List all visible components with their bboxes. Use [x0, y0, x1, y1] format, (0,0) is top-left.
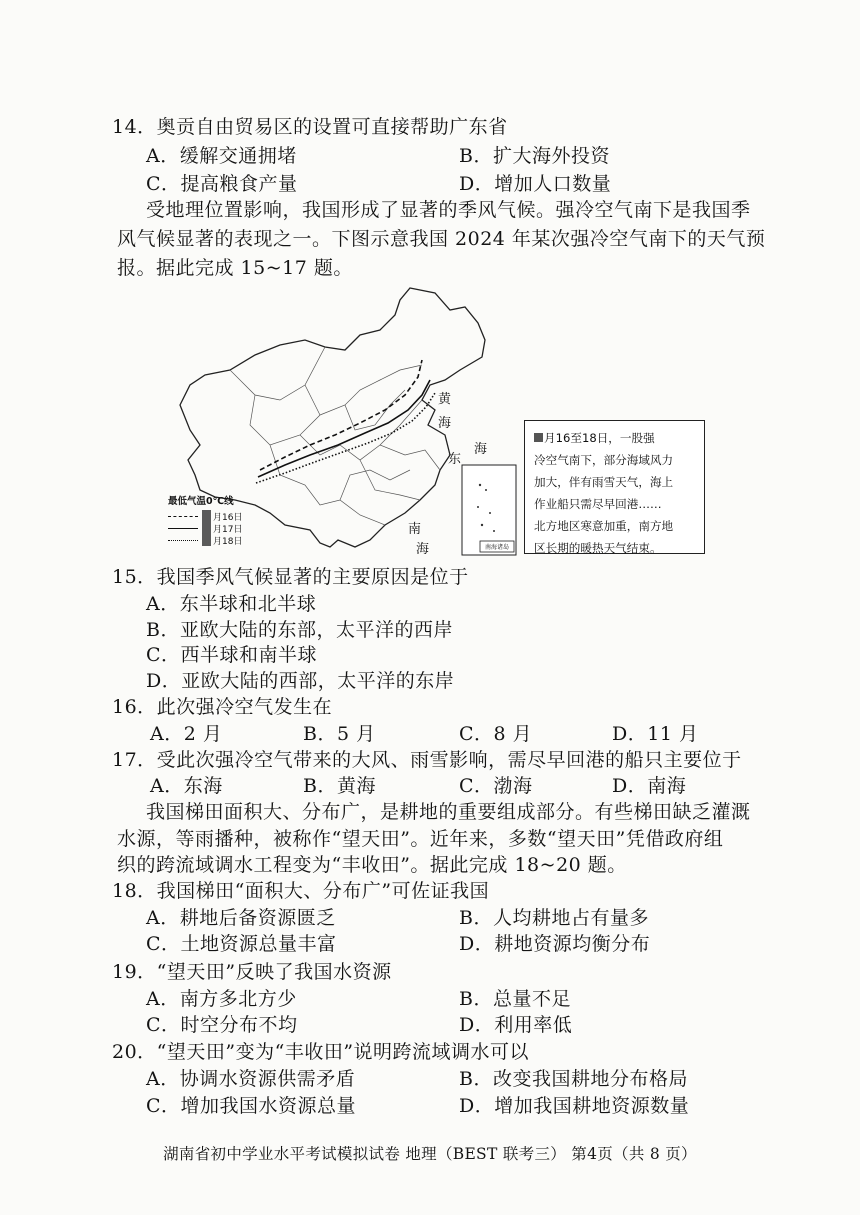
q19-option-c: C．时空分布不均	[146, 1014, 298, 1036]
legend-swatch	[202, 534, 211, 546]
q17-option-d: D．南海	[612, 775, 687, 797]
intro1-line3: 报。据此完成 15~17 题。	[117, 257, 353, 279]
q17-option-c: C．渤海	[459, 775, 533, 797]
province-borders	[230, 347, 440, 525]
label-hai-south: 海	[416, 542, 430, 557]
legend-label-17: 月17日	[213, 524, 243, 535]
q19-option-d: D．利用率低	[459, 1014, 573, 1036]
q17-option-b: B．黄海	[303, 775, 376, 797]
forecast-note-box	[524, 420, 705, 554]
legend-line-dotted	[168, 540, 198, 541]
q18-option-c: C．土地资源总量丰富	[146, 933, 337, 955]
note-square-mark	[534, 433, 543, 442]
forecast-note-text: 月16至18日，一股强 冷空气南下，部分海域风力 加大，伴有雨雪天气，海上 作业船只需尽早回港…… 北方地区寒意加重，南方地 区长期的暖热天气结束。	[534, 431, 674, 555]
q15-stem: 15．我国季风气候显著的主要原因是位于	[112, 566, 469, 588]
q19-stem: 19．“望天田”反映了我国水资源	[112, 961, 392, 983]
q20-option-c: C．增加我国水资源总量	[146, 1095, 357, 1117]
legend-row-16	[168, 510, 248, 522]
q14-option-b: B．扩大海外投资	[459, 145, 610, 167]
legend-row-17	[168, 522, 248, 534]
intro2-line1: 我国梯田面积大、分布广，是耕地的重要组成部分。有些梯田缺乏灌溉	[146, 801, 751, 823]
q20-option-a: A．协调水资源供需矛盾	[146, 1068, 356, 1090]
q16-option-d: D．11 月	[612, 723, 699, 745]
q19-option-b: B．总量不足	[459, 988, 571, 1010]
q14-stem: 14．奥贡自由贸易区的设置可直接帮助广东省	[112, 116, 508, 138]
q14-option-c: C．提高粮食产量	[146, 173, 298, 195]
q20-option-b: B．改变我国耕地分布格局	[459, 1068, 688, 1090]
legend-swatch	[202, 522, 211, 534]
label-nan: 南	[408, 522, 422, 537]
isotherm-day17	[258, 380, 430, 477]
label-huang: 黄	[438, 392, 452, 407]
legend-title: 最低气温0℃线	[168, 496, 234, 507]
q18-stem: 18．我国梯田“面积大、分布广”可佐证我国	[112, 880, 490, 902]
legend-swatch	[202, 510, 211, 522]
intro1-line2: 风气候显著的表现之一。下图示意我国 2024 年某次强冷空气南下的天气预	[117, 228, 766, 250]
legend-label-18: 月18日	[213, 536, 243, 547]
q18-option-b: B．人均耕地占有量多	[459, 907, 649, 929]
page-footer: 湖南省初中学业水平考试模拟试卷 地理（BEST 联考三） 第4页（共 8 页）	[163, 1145, 697, 1163]
q20-stem: 20．“望天田”变为“丰收田”说明跨流域调水可以	[112, 1041, 530, 1063]
intro2-line3: 织的跨流域调水工程变为“丰收田”。据此完成 18~20 题。	[117, 854, 627, 876]
q16-stem: 16．此次强冷空气发生在	[112, 696, 333, 718]
label-hai-east: 海	[474, 442, 488, 457]
isotherm-day16	[260, 360, 422, 470]
q18-option-a: A．耕地后备资源匮乏	[146, 907, 336, 929]
q14-option-d: D．增加人口数量	[459, 173, 612, 195]
legend-label-16: 月16日	[213, 512, 243, 523]
q15-option-b: B．亚欧大陆的东部，太平洋的西岸	[146, 619, 453, 641]
label-dong: 东	[448, 452, 462, 467]
legend-row-18	[168, 534, 248, 546]
q14-option-a: A．缓解交通拥堵	[146, 145, 297, 167]
label-hai-yellow: 海	[438, 416, 452, 431]
intro2-line2: 水源，等雨播种，被称作“望天田”。近年来，多数“望天田”凭借政府组	[117, 828, 724, 850]
q15-option-c: C．西半球和南半球	[146, 644, 318, 666]
intro1-line1: 受地理位置影响，我国形成了显著的季风气候。强冷空气南下是我国季	[146, 199, 751, 221]
q16-option-c: C．8 月	[459, 723, 533, 745]
q15-option-a: A．东半球和北半球	[146, 593, 317, 615]
legend-line-solid	[168, 528, 198, 529]
q16-option-a: A．2 月	[150, 723, 223, 745]
q19-option-a: A．南方多北方少	[146, 988, 297, 1010]
map-legend	[168, 493, 248, 546]
q18-option-d: D．耕地资源均衡分布	[459, 933, 651, 955]
q15-option-d: D．亚欧大陆的西部，太平洋的东岸	[146, 670, 455, 692]
q16-option-b: B．5 月	[303, 723, 376, 745]
inset-label: 南海诸岛	[484, 544, 510, 551]
q20-option-d: D．增加我国耕地资源数量	[459, 1095, 690, 1117]
legend-line-dashed	[168, 516, 198, 517]
q17-option-a: A．东海	[150, 775, 223, 797]
q17-stem: 17．受此次强冷空气带来的大风、雨雪影响，需尽早回港的船只主要位于	[112, 749, 742, 771]
